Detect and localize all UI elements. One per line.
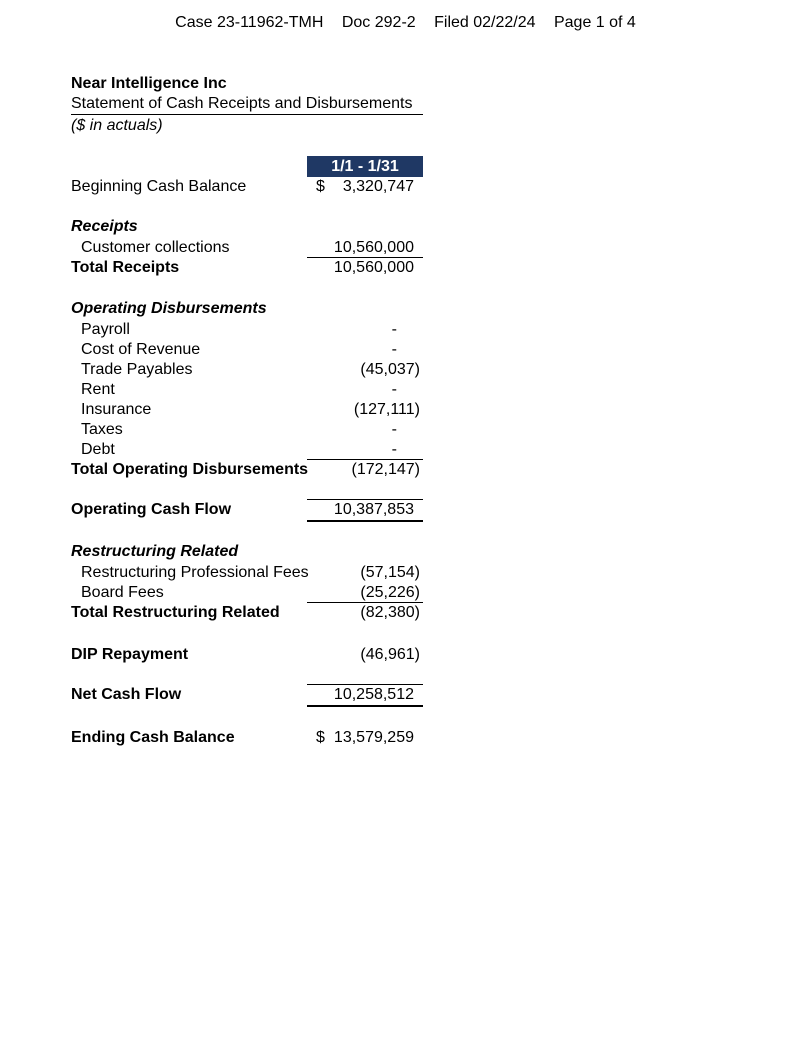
row-label: Customer collections xyxy=(81,239,230,256)
row-label: Payroll xyxy=(81,321,130,338)
row-label: Rent xyxy=(81,381,115,398)
row-rent xyxy=(71,380,423,400)
row-value: 10,258,512 xyxy=(333,686,414,703)
page-number: Page 1 of 4 xyxy=(553,14,636,31)
row-label: Beginning Cash Balance xyxy=(71,178,247,195)
row-value: 10,560,000 xyxy=(333,259,414,276)
row-insurance xyxy=(71,400,423,420)
row-value: (46,961) xyxy=(360,646,420,663)
row-label: Operating Cash Flow xyxy=(71,501,232,518)
row-label: Board Fees xyxy=(81,584,164,601)
statement-title-block xyxy=(71,74,423,136)
row-total-receipts xyxy=(71,258,423,278)
row-value: (57,154) xyxy=(360,564,420,581)
row-value: (25,226) xyxy=(360,584,420,601)
row-label: Ending Cash Balance xyxy=(71,729,235,746)
row-label: Total Receipts xyxy=(71,259,180,276)
row-value: 10,387,853 xyxy=(333,501,414,518)
company-name: Near Intelligence Inc xyxy=(71,75,227,92)
row-dip-repayment xyxy=(71,645,423,665)
row-label: Total Operating Disbursements xyxy=(71,461,309,478)
section-restructuring xyxy=(71,542,423,562)
row-label: Cost of Revenue xyxy=(81,341,201,358)
row-label: Total Restructuring Related xyxy=(71,604,280,621)
section-heading: Operating Disbursements xyxy=(71,300,267,317)
units-note: ($ in actuals) xyxy=(71,117,163,134)
period-column-header: 1/1 - 1/31 xyxy=(307,156,423,177)
row-label: Net Cash Flow xyxy=(71,686,182,703)
row-beginning-cash xyxy=(71,177,423,197)
section-heading: Receipts xyxy=(71,218,138,235)
doc-number: Doc 292-2 xyxy=(341,14,416,31)
total-rule-bottom xyxy=(307,520,423,522)
row-operating-cash-flow xyxy=(71,500,423,520)
currency-symbol: $ xyxy=(316,178,325,195)
row-trade-payables xyxy=(71,360,423,380)
row-label: Restructuring Professional Fees xyxy=(81,564,309,581)
row-total-restructuring xyxy=(71,603,423,623)
row-payroll xyxy=(71,320,423,340)
row-restructuring-professional-fees xyxy=(71,563,423,583)
row-value: 13,579,259 xyxy=(333,729,414,746)
row-label: DIP Repayment xyxy=(71,646,189,663)
row-label: Debt xyxy=(81,441,115,458)
row-ending-cash xyxy=(71,728,423,748)
row-customer-collections xyxy=(71,238,423,258)
row-value: - xyxy=(391,441,397,458)
row-value: 10,560,000 xyxy=(333,239,414,256)
row-value: 3,320,747 xyxy=(342,178,414,195)
row-value: - xyxy=(391,381,397,398)
row-net-cash-flow xyxy=(71,685,423,705)
row-cost-of-revenue xyxy=(71,340,423,360)
statement-title: Statement of Cash Receipts and Disbursements xyxy=(71,94,423,115)
row-taxes xyxy=(71,420,423,440)
row-label: Insurance xyxy=(81,401,152,418)
row-value: (172,147) xyxy=(351,461,420,478)
row-label: Taxes xyxy=(81,421,123,438)
row-value: - xyxy=(391,421,397,438)
row-label: Trade Payables xyxy=(81,361,193,378)
row-value: (127,111) xyxy=(353,401,420,418)
row-total-operating-disbursements xyxy=(71,460,423,480)
section-operating-disbursements xyxy=(71,299,423,319)
row-value: (45,037) xyxy=(360,361,420,378)
case-number: Case 23-11962-TMH xyxy=(175,14,324,31)
row-debt xyxy=(71,440,423,460)
filed-date: Filed 02/22/24 xyxy=(434,14,536,31)
row-value: (82,380) xyxy=(360,604,420,621)
section-heading: Restructuring Related xyxy=(71,543,239,560)
total-rule-bottom xyxy=(307,705,423,707)
section-receipts xyxy=(71,217,423,237)
currency-symbol: $ xyxy=(316,729,325,746)
filing-header xyxy=(0,14,811,32)
row-value: - xyxy=(391,341,397,358)
row-board-fees xyxy=(71,583,423,603)
row-value: - xyxy=(391,321,397,338)
